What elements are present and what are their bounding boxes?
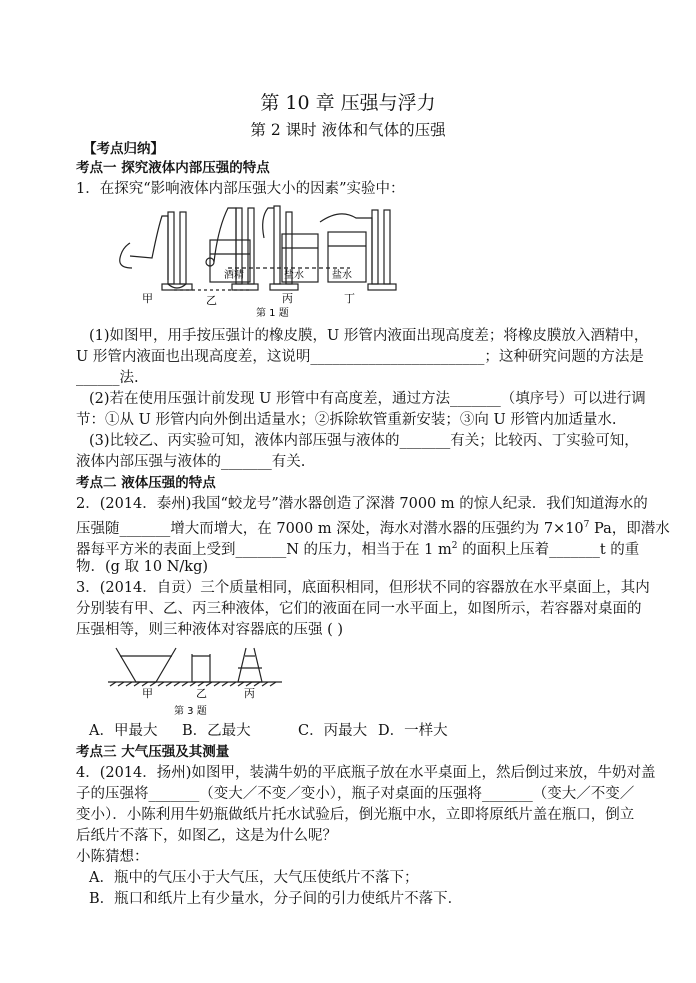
- section2-title: 考点二 液体压强的特点: [76, 475, 216, 491]
- q3-line1: 3．(2014．自贡）三个质量相同，底面积相同，但形状不同的容器放在水平桌面上，其内: [76, 580, 650, 596]
- q2-line4: 物．(g 取 10 N/kg): [76, 559, 209, 575]
- q1-figure: [110, 198, 410, 320]
- figure-label: 丙: [282, 292, 293, 305]
- q3-option-d: D．一样大: [378, 723, 448, 739]
- figure-label: 乙: [206, 294, 217, 307]
- figure-caption: 第 1 题: [256, 308, 289, 319]
- q2-line3: 器每平方米的表面上受到_______N 的压力，相当于在 1 $m^2$ 的面积上压着_______t 的重: [76, 541, 640, 558]
- container-bing: [238, 648, 262, 682]
- q1-part1-line3: ______法.: [76, 370, 139, 386]
- q1-part1-line2: U 形管内液面也出现高度差，这说明________________________；这种研究问题的方法是: [76, 349, 644, 365]
- figure-label: 甲: [142, 292, 153, 305]
- q2-line1: 2．(2014．泰州)我国“蛟龙号”潜水器创造了深潜 7000 m 的惊人纪录．我们知道海水的: [76, 496, 648, 512]
- q1-part3-line2: 液体内部压强与液体的_______有关.: [76, 454, 306, 470]
- q3-line2: 分别装有甲、乙、丙三种液体，它们的液面在同一水平面上，如图所示，若容器对桌面的: [76, 601, 642, 617]
- liquid-label: 盐水: [332, 270, 352, 281]
- liquid-label: 酒精: [224, 270, 244, 281]
- figure-label: 丁: [344, 292, 355, 305]
- q1-part3-line1: (3)比较乙、丙实验可知，液体内部压强与液体的_______有关；比较丙、丁实验可知，: [89, 433, 639, 449]
- container-yi: [192, 654, 210, 682]
- q3-option-a: A．甲最大: [89, 723, 158, 739]
- q1-stem: 1．在探究“影响液体内部压强大小的因素”实验中：: [76, 181, 405, 197]
- figure-label: 甲: [142, 687, 153, 700]
- chapter-title: 第 10 章 压强与浮力: [260, 92, 436, 114]
- figure-label: 乙: [196, 687, 207, 700]
- figure-caption: 第 3 题: [174, 706, 207, 717]
- container-jia: [116, 648, 176, 682]
- q1-part2-line1: (2)若在使用压强计前发现 U 形管中有高度差，通过方法_______（填序号）可以进行调: [89, 391, 646, 407]
- q3-option-c: C．丙最大: [298, 723, 368, 739]
- q4-line3: 变小）．小陈利用牛奶瓶做纸片托水试验后，倒光瓶中水，立即将原纸片盖在瓶口，倒立: [76, 807, 635, 823]
- q4-line2: 子的压强将_______（变大／不变／变小），瓶子对桌面的压强将_______（变大／不变／: [76, 786, 635, 802]
- q4-line1: 4．(2014．扬州)如图甲，装满牛奶的平底瓶子放在水平桌面上，然后倒过来放，牛奶对盖: [76, 765, 656, 781]
- q2-line2: 压强随_______增大而增大，在 7000 m 深处，海水对潜水器的压强约为 $7\times 10^7$ Pa，即潜水: [76, 520, 670, 537]
- q1-part1-line1: (1)如图甲，用手按压强计的橡皮膜，U 形管内液面出现高度差；将橡皮膜放入酒精中，: [89, 328, 649, 344]
- section3-title: 考点三 大气压强及其测量: [76, 744, 230, 760]
- q4-guess-b: B．瓶口和纸片上有少量水，分子间的引力使纸片不落下．: [89, 891, 463, 907]
- figure-label: 丙: [244, 687, 255, 700]
- q4-guess-a: A．瓶中的气压小于大气压，大气压使纸片不落下；: [89, 870, 419, 886]
- liquid-label: 盐水: [284, 270, 304, 281]
- summary-heading: 【考点归纳】: [83, 141, 164, 157]
- q3-option-b: B．乙最大: [182, 723, 251, 739]
- q4-line4: 后纸片不落下，如图乙，这是为什么呢？: [76, 828, 337, 844]
- q4-line5: 小陈猜想：: [76, 849, 149, 865]
- q3-figure: [106, 644, 286, 720]
- section1-title: 考点一 探究液体内部压强的特点: [76, 160, 270, 176]
- q1-part2-line2: 节：①从 U 形管内向外倒出适量水；②拆除软管重新安装；③向 U 形管内加适量水.: [76, 412, 617, 428]
- lesson-title: 第 2 课时 液体和气体的压强: [250, 121, 446, 139]
- q3-line3: 压强相等，则三种液体对容器底的压强 ( ): [76, 622, 344, 638]
